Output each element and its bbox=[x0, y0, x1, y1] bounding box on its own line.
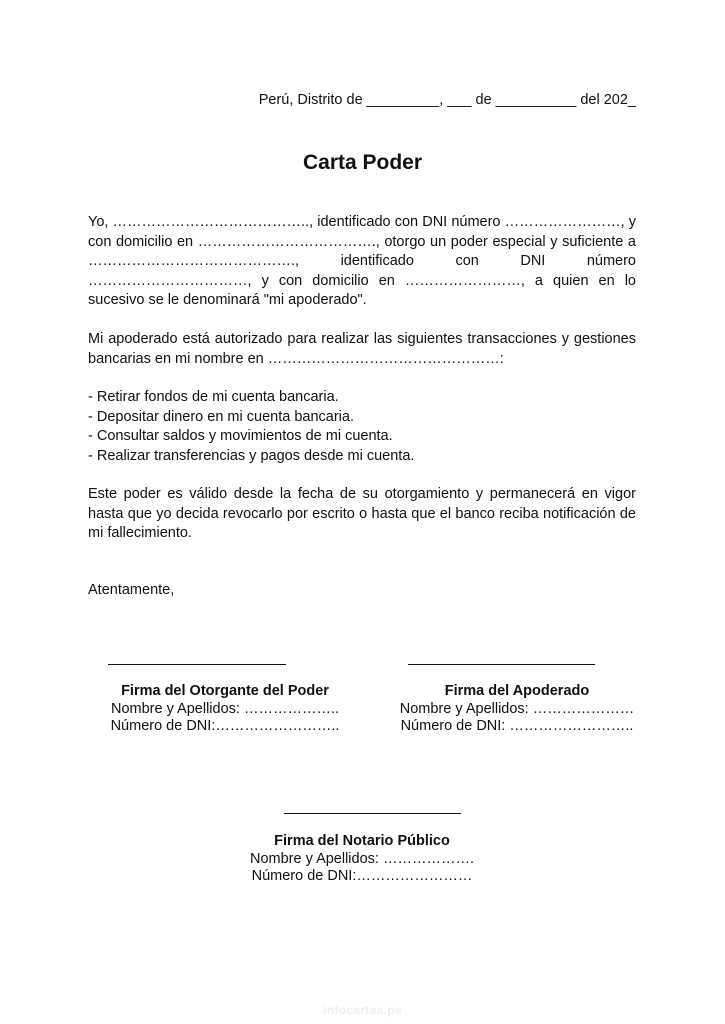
notary-signature-block bbox=[232, 833, 492, 886]
notary-dni-line: Número de DNI:…………………… bbox=[251, 868, 473, 884]
attorney-signature-title: Firma del Apoderado bbox=[444, 683, 590, 699]
paragraph-authorization: Mi apoderado está autorizado para realizar las siguientes transacciones y gestiones bancarias en mi nombre en …………………………………………: bbox=[88, 331, 636, 367]
date-line: Perú, Distrito de _________, ___ de __________ del 202_ bbox=[258, 92, 636, 108]
notary-signature-line bbox=[284, 813, 461, 814]
watermark: infocartas.pe bbox=[323, 1003, 402, 1017]
list-item: - Retirar fondos de mi cuenta bancaria. bbox=[88, 389, 339, 405]
list-item: - Depositar dinero en mi cuenta bancaria. bbox=[88, 408, 354, 425]
grantor-name-line: Nombre y Apellidos: ……………….. bbox=[110, 700, 340, 717]
notary-signature-title: Firma del Notario Público bbox=[274, 833, 450, 849]
list-item: - Consultar saldos y movimientos de mi cuenta. bbox=[88, 428, 393, 444]
grantor-signature-block bbox=[90, 683, 360, 736]
paragraph-validity: Este poder es válido desde la fecha de su otorgamiento y permanecerá en vigor hasta que yo decida revocarlo por escrito o hasta que el banco reciba notificación de mi fallecimiento. bbox=[88, 486, 636, 541]
grantor-dni-line: Número de DNI:…………………….. bbox=[110, 718, 340, 734]
closing-text: Atentamente, bbox=[88, 582, 175, 598]
list-item: - Realizar transferencias y pagos desde mi cuenta. bbox=[88, 447, 415, 464]
transactions-list bbox=[88, 388, 636, 466]
attorney-signature-block bbox=[382, 683, 652, 736]
document-title: Carta Poder bbox=[302, 151, 423, 174]
paragraph-grant: Yo, ………………………………….., identificado con DNI número ……………………, y con domicilio en ………………………………., otorgo un poder especial y suficiente a ……………………………………., identificado con DNI número ……………………………, y con domicilio en ……………………, a quien en lo sucesivo se le denominará "mi apoderado". bbox=[88, 214, 636, 308]
notary-name-line: Nombre y Apellidos: ………………. bbox=[249, 850, 474, 867]
attorney-dni-line: Número de DNI: …………………….. bbox=[400, 718, 634, 734]
attorney-name-line: Nombre y Apellidos: ………………… bbox=[399, 700, 635, 717]
grantor-signature-line bbox=[108, 664, 286, 665]
attorney-signature-line bbox=[408, 664, 595, 665]
grantor-signature-title: Firma del Otorgante del Poder bbox=[121, 683, 329, 699]
